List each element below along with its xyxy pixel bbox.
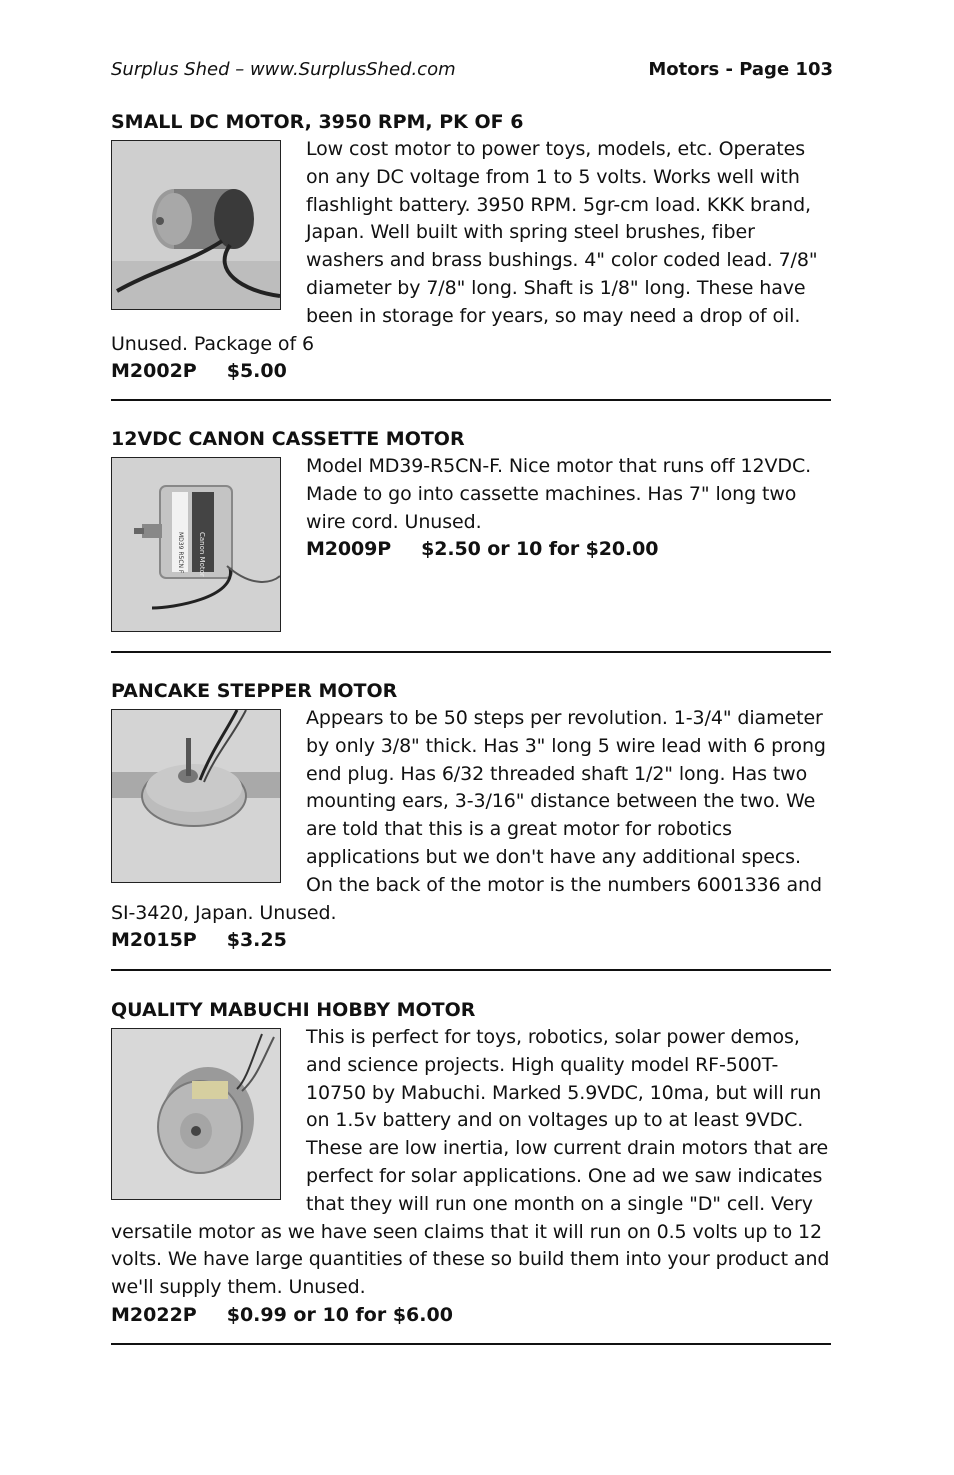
product-sku: M2015P (111, 929, 197, 952)
product-price: $2.50 or 10 for $20.00 (421, 538, 659, 561)
product-title: SMALL DC MOTOR, 3950 RPM, PK OF 6 (111, 111, 524, 133)
product-price: $5.00 (226, 360, 287, 383)
product-sku: M2022P (111, 1303, 197, 1326)
product-price: $3.25 (226, 929, 287, 952)
section-divider (111, 969, 831, 971)
photo-label-1: Canon Motor (198, 532, 206, 577)
motor-photo-icon (112, 458, 281, 632)
product-title: 12VDC CANON CASSETTE MOTOR (111, 428, 465, 450)
motor-photo-icon (112, 1029, 281, 1200)
product-item-pancake-stepper-motor (111, 679, 833, 955)
product-description: This is perfect for toys, robotics, solar power demos, and science projects. High quality model RF-500T-10750 by Mabuchi. Marked 5.9VDC, 10ma, but will run on 1.5v battery and on voltages up to at least 9VDC. These are low inertia, low current drain motors that are perfect for solar applications. One ad we saw indicates that they will run one month on a single "D" cell. Very versatile motor as we have seen claims that it will run on 0.5 volts up to 12 volts. We have large quantities of these so build them into your product and we'll supply them. Unused. (111, 1026, 830, 1299)
product-item-mabuchi-hobby-motor (111, 998, 833, 1330)
product-description: Low cost motor to power toys, models, etc. Operates on any DC voltage from 1 to 5 volts. Works well with flashlight battery. 3950 RPM. 5gr-cm load. KKK brand, Japan. Well built with spring steel brushes, fiber washers and brass bushings. 4" color coded lead. 7/8" diameter by 7/8" long. Shaft is 1/8" long. These have been in storage for years, so may need a drop of oil. Unused. Package of 6 (111, 138, 818, 355)
product-photo (111, 457, 281, 632)
product-price: $0.99 or 10 for $6.00 (226, 1303, 453, 1326)
product-title: QUALITY MABUCHI HOBBY MOTOR (111, 999, 476, 1021)
product-photo (111, 140, 281, 310)
motor-photo-icon (112, 141, 281, 310)
product-sku-price (111, 927, 833, 955)
product-photo (111, 1028, 281, 1200)
motor-photo-icon (112, 710, 281, 883)
section-divider (111, 651, 831, 653)
product-sku-price (111, 358, 833, 386)
product-description-text: Model MD39-R5CN-F. Nice motor that runs off 12VDC. Made to go into cassette machines. Has 7" long two wire cord. Unused. (306, 455, 812, 533)
product-item-canon-cassette-motor (111, 427, 833, 632)
section-divider (111, 399, 831, 401)
product-sku: M2009P (306, 538, 392, 561)
photo-label-2: MD39 R5CN F (177, 532, 184, 574)
product-item-small-dc-motor (111, 110, 833, 386)
product-description: Appears to be 50 steps per revolution. 1-3/4" diameter by only 3/8" thick. Has 3" long 5 wire lead with 6 prong end plug. Has 6/32 threaded shaft 1/2" long. Has two mounting ears, 3-3/16" distance between the two. We are told that this is a great motor for robotics applications but we don't have any additional specs. On the back of the motor is the numbers 6001336 and SI-3420, Japan. Unused. (111, 707, 826, 924)
product-photo (111, 709, 281, 883)
product-title: PANCAKE STEPPER MOTOR (111, 680, 398, 702)
product-sku-price (111, 1302, 833, 1330)
section-divider (111, 1343, 831, 1345)
header-site: Surplus Shed – www.SurplusShed.com (111, 59, 456, 80)
product-sku: M2002P (111, 360, 197, 383)
header-page-number: Motors - Page 103 (648, 59, 833, 80)
